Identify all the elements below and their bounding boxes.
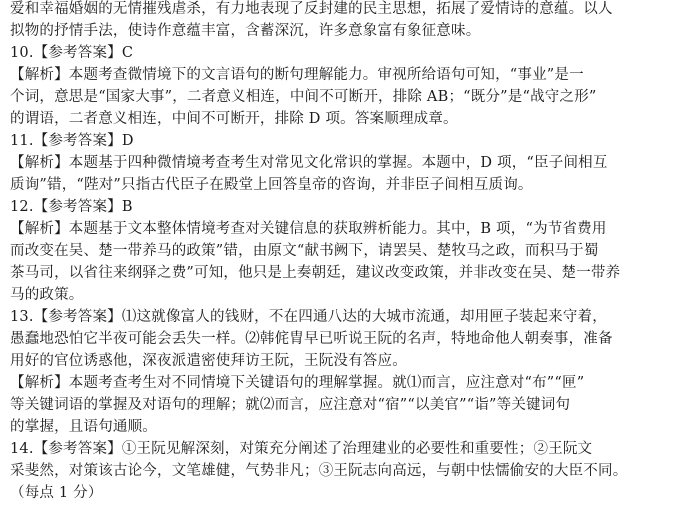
answer-heading-11: 11.【参考答案】D: [10, 133, 134, 149]
answer-line: 采斐然，对策该古论今，文笔雄健，气势非凡；③王阮志向高远，与朝中怯懦偷安的大臣不同。: [10, 463, 628, 479]
scoring-note: （每点 1 分）: [10, 485, 103, 501]
analysis-line: 质询”错，“陛对”只指古代臣子在殿堂上回答皇帝的咨询，并非臣子间相互质询。: [10, 177, 533, 193]
answer-heading-10: 10.【参考答案】C: [10, 45, 134, 61]
analysis-line: 【解析】本题考查考生对不同情境下关键语句的理解掌握。就⑴而言，应注意对“布”“匣”: [10, 375, 585, 391]
answer-heading-14: 14.【参考答案】①王阮见解深刻，对策充分阐述了治理建业的必要性和重要性；②王阮文: [10, 441, 593, 457]
analysis-line: 个词，意思是“国家大事”，二者意义相连，中间不可断开，排除 AB；“既分”是“战守之形”: [10, 89, 597, 105]
analysis-line: 【解析】本题基于文本整体情境考查对关键信息的获取辨析能力。其中，B 项，“为节省费用: [10, 221, 607, 237]
analysis-line: 等关键词语的掌握及对语句的理解；就⑵而言，应注意对“宿”“以美官”“诣”等关键词句: [10, 397, 571, 413]
analysis-line: 的掌握，且语句通顺。: [10, 419, 157, 435]
analysis-line: 茶马司，以省往来纲驿之费”可知，他只是上奏朝廷，建议改变政策，并非改变在吴、楚一带养: [10, 265, 621, 281]
analysis-line: 的谓语，二者意义相连，中间不可断开，排除 D 项。答案顺理成章。: [10, 111, 458, 127]
text-line: 爱和幸福婚姻的无情摧残虐杀，有力地表现了反封建的民主思想，拓展了爱情诗的意蕴。以人: [10, 1, 613, 17]
analysis-line: 而改变在吴、楚一带养马的政策”错，由原文“献书阙下，请罢吴、楚牧马之政，而积马于蜀: [10, 243, 599, 259]
answer-heading-12: 12.【参考答案】B: [10, 199, 133, 215]
analysis-line: 【解析】本题基于四种微情境考查考生对常见文化常识的掌握。本题中，D 项，“臣子间相互: [10, 155, 608, 171]
analysis-line: 马的政策。: [10, 287, 84, 303]
analysis-line: 【解析】本题考查微情境下的文言语句的断句理解能力。审视所给语句可知，“事业”是一: [10, 67, 584, 83]
answer-line: 用好的官位诱惑他，深夜派遣密使拜访王阮，王阮没有答应。: [10, 353, 407, 369]
answer-line: 愚蠢地恐怕它半夜可能会丢失一样。⑵韩侂胄早已听说王阮的名声，特地命他人朝奏事，准备: [10, 331, 613, 347]
answer-heading-13: 13.【参考答案】⑴这就像富人的钱财，不在四通八达的大城市流通，却用匣子装起来守着，: [10, 309, 607, 325]
text-line: 拟物的抒情手法，使诗作意蕴丰富，含蓄深沉，许多意象富有象征意味。: [10, 23, 481, 39]
